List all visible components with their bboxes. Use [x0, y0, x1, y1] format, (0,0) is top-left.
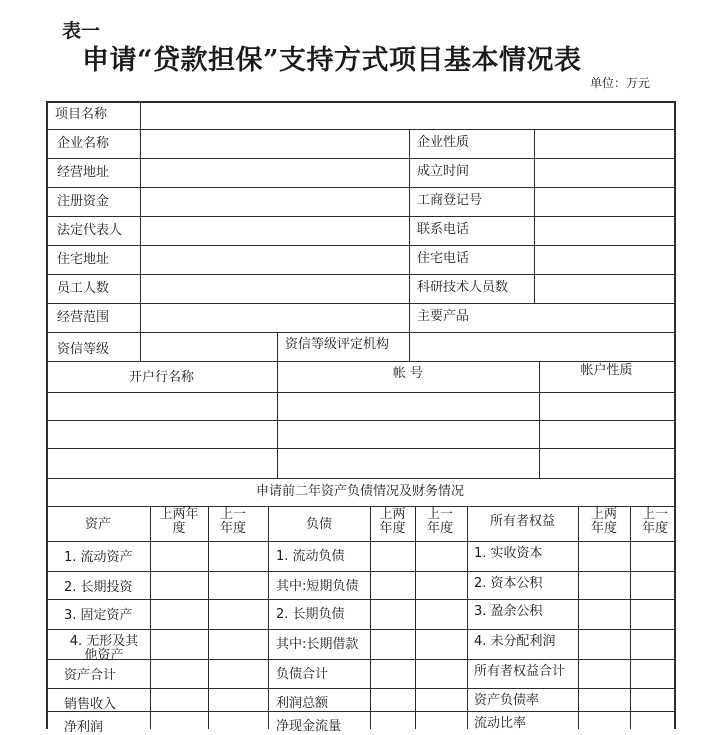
basic-info-right-label: 成立时间 — [417, 164, 470, 179]
equity-header: 所有者权益 — [489, 514, 555, 529]
basic-info-right-label: 主要产品 — [417, 309, 470, 324]
asset-label: 3. 固定资产 — [64, 608, 133, 623]
table-rule — [46, 361, 674, 362]
equity-label: 4. 未分配利润 — [474, 634, 556, 649]
finance-value-field[interactable] — [580, 573, 629, 597]
basic-info-label: 经营地址 — [57, 165, 110, 180]
finance-value-field[interactable] — [417, 631, 466, 657]
equity-label: 1. 实收资本 — [474, 546, 543, 561]
bank-header-account: 帐 号 — [392, 366, 424, 381]
finance-value-field[interactable] — [632, 601, 673, 627]
asset-label: 净利润 — [64, 720, 104, 735]
assets-header: 资产 — [84, 517, 111, 532]
basic-info-field[interactable] — [142, 218, 407, 243]
table-rule — [630, 506, 631, 729]
credit-rating-field[interactable] — [142, 334, 275, 359]
prior-year-header: 上一年度 — [641, 507, 668, 536]
table-rule — [370, 506, 371, 729]
table-rule — [46, 571, 674, 572]
finance-value-field[interactable] — [152, 713, 207, 727]
finance-value-field[interactable] — [210, 713, 267, 727]
finance-value-field[interactable] — [580, 631, 629, 657]
basic-info-right-label: 科研技术人员数 — [417, 280, 509, 295]
finance-value-field[interactable] — [210, 631, 267, 657]
liability-label: 1. 流动负债 — [276, 549, 345, 564]
account-type-field[interactable] — [541, 422, 672, 447]
table-rule — [208, 506, 209, 729]
bank-header-name: 开户行名称 — [128, 370, 194, 385]
table-rule — [277, 332, 278, 361]
basic-info-label: 注册资金 — [57, 194, 110, 209]
basic-info-right-field[interactable] — [536, 276, 672, 301]
table-number-label: 表一 — [62, 20, 101, 42]
basic-info-right-label: 工商登记号 — [417, 193, 483, 208]
basic-info-right-field[interactable] — [536, 305, 672, 330]
asset-label: 2. 长期投资 — [64, 580, 133, 595]
bank-name-field[interactable] — [48, 394, 275, 419]
finance-value-field[interactable] — [210, 601, 267, 627]
finance-value-field[interactable] — [210, 661, 267, 686]
finance-value-field[interactable] — [152, 573, 207, 597]
basic-info-right-label: 住宅电话 — [417, 251, 470, 266]
table-rule — [46, 392, 674, 393]
account-number-field[interactable] — [279, 450, 537, 475]
equity-label: 资产负债率 — [474, 693, 540, 708]
finance-value-field[interactable] — [210, 690, 267, 709]
equity-label: 所有者权益合计 — [474, 664, 566, 679]
finance-value-field[interactable] — [417, 573, 466, 597]
finance-value-field[interactable] — [372, 573, 414, 597]
asset-label: 资产合计 — [64, 668, 117, 683]
basic-info-label: 法定代表人 — [57, 223, 123, 238]
basic-info-field[interactable] — [142, 305, 407, 330]
liability-label: 负债合计 — [276, 667, 329, 682]
basic-info-field[interactable] — [142, 160, 407, 185]
finance-value-field[interactable] — [632, 713, 673, 727]
finance-value-field[interactable] — [372, 661, 414, 686]
liability-label: 利润总额 — [276, 696, 329, 711]
finance-value-field[interactable] — [372, 631, 414, 657]
table-rule — [46, 448, 674, 449]
basic-info-right-field[interactable] — [536, 247, 672, 272]
unit-label: 单位：万元 — [590, 76, 651, 90]
finance-value-field[interactable] — [152, 601, 207, 627]
table-rule — [46, 629, 674, 630]
basic-info-label: 员工人数 — [57, 281, 110, 296]
asset-label: 销售收入 — [64, 697, 117, 712]
finance-value-field[interactable] — [580, 713, 629, 727]
finance-value-field[interactable] — [210, 573, 267, 597]
finance-value-field[interactable] — [417, 690, 466, 709]
liability-label: 净现金流量 — [276, 719, 342, 734]
finance-value-field[interactable] — [372, 690, 414, 709]
basic-info-label: 经营范围 — [57, 310, 110, 325]
asset-label: 4. 无形及其他资产 — [69, 634, 139, 663]
finance-value-field[interactable] — [417, 661, 466, 686]
table-rule — [409, 129, 410, 361]
finance-value-field[interactable] — [152, 543, 207, 569]
table-rule — [539, 361, 540, 478]
account-type-field[interactable] — [541, 394, 672, 419]
finance-value-field[interactable] — [210, 543, 267, 569]
liability-label: 2. 长期负债 — [276, 607, 345, 622]
bank-name-field[interactable] — [48, 422, 275, 447]
finance-value-field[interactable] — [417, 543, 466, 569]
table-rule — [46, 688, 674, 689]
finance-value-field[interactable] — [580, 601, 629, 627]
table-rule — [46, 420, 674, 421]
table-rule — [46, 478, 674, 479]
finance-value-field[interactable] — [417, 713, 466, 727]
page-title: 申请“贷款担保”支持方式项目基本情况表 — [82, 45, 582, 76]
finance-section-title: 申请前二年资产负债情况及财务情况 — [255, 484, 464, 499]
bank-name-field[interactable] — [48, 450, 275, 475]
equity-label: 2. 资本公积 — [474, 576, 543, 591]
basic-info-field[interactable] — [142, 276, 407, 301]
finance-value-field[interactable] — [632, 631, 673, 657]
finance-value-field[interactable] — [372, 601, 414, 627]
prior-year-header: 上一年度 — [219, 507, 246, 536]
table-rule — [534, 129, 535, 303]
table-rule — [46, 711, 674, 712]
project-name-field[interactable] — [142, 103, 672, 127]
table-rule — [150, 506, 151, 729]
liability-label: 其中:长期借款 — [276, 637, 359, 652]
table-rule — [578, 506, 579, 729]
finance-value-field[interactable] — [372, 543, 414, 569]
table-rule — [46, 506, 674, 507]
prior-two-years-header: 上两年度 — [590, 507, 617, 536]
finance-value-field[interactable] — [372, 713, 414, 727]
credit-rating-label: 资信等级 — [57, 342, 110, 357]
basic-info-label: 企业名称 — [57, 136, 110, 151]
basic-info-right-field[interactable] — [536, 218, 672, 243]
equity-label: 3. 盈余公积 — [474, 604, 543, 619]
finance-value-field[interactable] — [632, 690, 673, 709]
table-rule — [140, 101, 141, 361]
asset-label: 1. 流动资产 — [64, 550, 133, 565]
table-rule — [46, 599, 674, 600]
finance-value-field[interactable] — [152, 631, 207, 657]
account-number-field[interactable] — [279, 394, 537, 419]
finance-value-field[interactable] — [632, 573, 673, 597]
finance-value-field[interactable] — [632, 661, 673, 686]
basic-info-right-field[interactable] — [536, 160, 672, 185]
credit-agency-field[interactable] — [411, 334, 672, 359]
finance-value-field[interactable] — [580, 543, 629, 569]
account-type-field[interactable] — [541, 450, 672, 475]
project-name-label: 项目名称 — [55, 107, 108, 122]
basic-info-right-field[interactable] — [536, 189, 672, 214]
basic-info-right-label: 企业性质 — [417, 135, 470, 150]
table-rule — [674, 101, 676, 729]
finance-value-field[interactable] — [152, 661, 207, 686]
basic-info-right-label: 联系电话 — [417, 222, 470, 237]
table-rule — [467, 506, 468, 729]
basic-info-field[interactable] — [142, 189, 407, 214]
bank-header-type: 帐户性质 — [580, 363, 633, 378]
finance-value-field[interactable] — [580, 690, 629, 709]
table-rule — [415, 506, 416, 729]
table-rule — [46, 541, 674, 542]
account-number-field[interactable] — [279, 422, 537, 447]
basic-info-field[interactable] — [142, 247, 407, 272]
table-rule — [268, 506, 269, 729]
basic-info-field[interactable] — [142, 131, 407, 156]
basic-info-right-field[interactable] — [536, 131, 672, 156]
prior-two-years-header: 上两年度 — [159, 507, 199, 536]
liabilities-header: 负债 — [305, 517, 332, 532]
liability-label: 其中:短期负债 — [276, 579, 359, 594]
finance-value-field[interactable] — [632, 543, 673, 569]
prior-year-header: 上一年度 — [426, 507, 453, 536]
finance-value-field[interactable] — [417, 601, 466, 627]
finance-value-field[interactable] — [152, 690, 207, 709]
credit-agency-label: 资信等级评定机构 — [285, 337, 390, 352]
basic-info-label: 住宅地址 — [57, 252, 110, 267]
finance-value-field[interactable] — [580, 661, 629, 686]
prior-two-years-header: 上两年度 — [379, 507, 406, 536]
equity-label: 流动比率 — [474, 716, 527, 731]
